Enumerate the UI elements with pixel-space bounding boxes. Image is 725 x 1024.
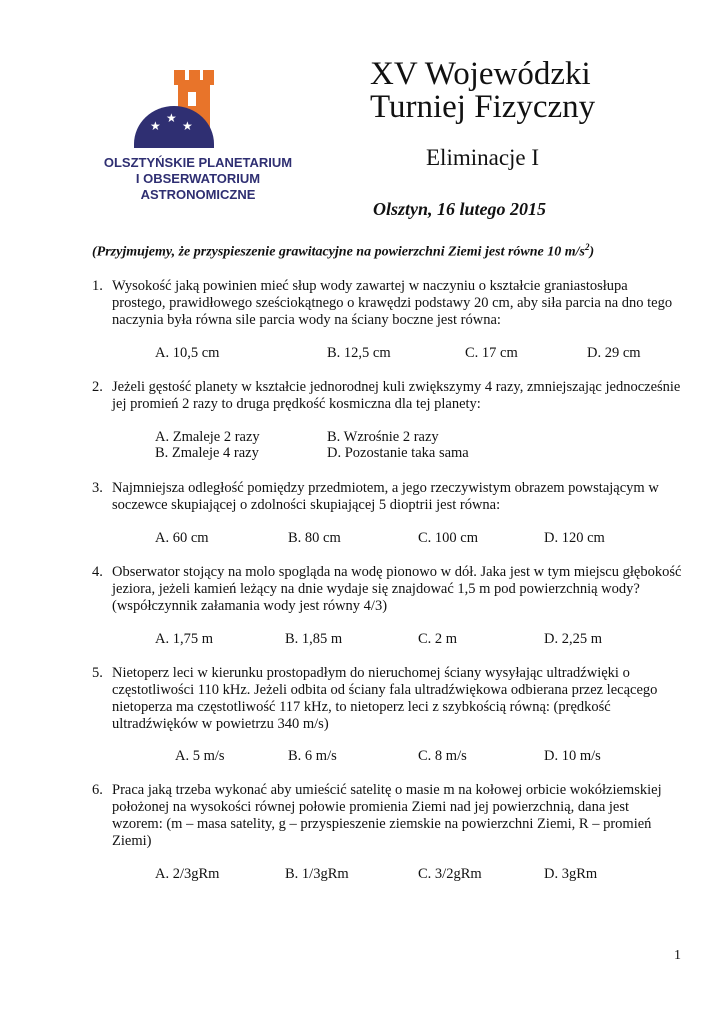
question-text: Jeżeli gęstość planety w kształcie jednorodnej kuli zwiększymy 4 razy, zmniejszając jednocześnie jej promień 2 razy to druga prędkość kosmiczna dla tej planety: <box>112 379 681 412</box>
page-title <box>370 58 595 124</box>
gravity-note <box>92 242 594 261</box>
answer-option: A. 2/3gRm <box>155 866 220 882</box>
answer-option: B. 80 cm <box>288 530 341 546</box>
answer-option: B. 6 m/s <box>288 748 337 764</box>
question-6 <box>92 782 682 850</box>
answer-option: C. 8 m/s <box>418 748 467 764</box>
answer-option: D. 10 m/s <box>544 748 601 764</box>
title-line-1: XV Wojewódzki <box>370 56 591 92</box>
answer-option: D. 3gRm <box>544 866 598 882</box>
answer-option: A. 5 m/s <box>175 748 225 764</box>
answer-option: B. 12,5 cm <box>327 345 391 361</box>
question-text: Najmniejsza odległość pomiędzy przedmiotem, a jego rzeczywistym obrazem powstającym w soczewce skupiającej o zdolności skupiającej 5 dioptrii jest równa: <box>112 480 659 513</box>
title-line-2: Turniej Fizyczny <box>370 89 596 125</box>
note-closing: ) <box>589 244 595 260</box>
question-number: 3. <box>92 480 103 496</box>
note-exponent: 2 <box>584 242 590 252</box>
answer-option: A. 60 cm <box>155 530 209 546</box>
answer-option: C. 3/2gRm <box>418 866 482 882</box>
question-number: 4. <box>92 564 103 580</box>
question-text: Obserwator stojący na molo spogląda na wodę pionowo w dół. Jaka jest w tym miejscu głębokość jeziora, jeżeli kamień leżący na dnie wydaje się znajdować 1,5 m pod powierzchnią wody? (współczynnik załamania wody jest równy 4/3) <box>112 564 682 614</box>
answer-option: D. Pozostanie taka sama <box>327 445 469 461</box>
question-3 <box>92 480 682 514</box>
answer-option: A. 10,5 cm <box>155 345 220 361</box>
answer-option: D. 29 cm <box>587 345 641 361</box>
question-number: 5. <box>92 665 103 681</box>
svg-text:★: ★ <box>166 111 177 125</box>
logo-caption <box>80 155 316 203</box>
answer-option: D. 120 cm <box>544 530 605 546</box>
question-number: 1. <box>92 278 103 294</box>
question-text: Nietoperz leci w kierunku prostopadłym do nieruchomej ściany wysyłając ultradźwięki o częstotliwości 110 kHz. Jeżeli odbita od ściany fala ultradźwiękowa odbierana przez lecącego nietoperza ma częstotliwość 117 kHz, to nietoperz leci z szybkością równą: (prędkość ultradźwięków w powietrzu 340 m/s) <box>112 665 658 732</box>
answer-option: C. 100 cm <box>418 530 479 546</box>
question-number: 2. <box>92 379 103 395</box>
answer-option: C. 2 m <box>418 631 458 647</box>
answer-option: B. Wzrośnie 2 razy <box>327 429 439 445</box>
logo-line-1: OLSZTYŃSKIE PLANETARIUM <box>103 155 293 170</box>
logo-line-2: I OBSERWATORIUM <box>135 171 261 186</box>
question-number: 6. <box>92 782 103 798</box>
answer-option: B. Zmaleje 4 razy <box>155 445 259 461</box>
page-subtitle: Eliminacje I <box>426 145 540 170</box>
page-number: 1 <box>674 948 681 963</box>
answer-option: C. 17 cm <box>465 345 518 361</box>
answer-option: B. 1,85 m <box>285 631 343 647</box>
question-4 <box>92 564 682 615</box>
svg-text:★: ★ <box>182 119 193 133</box>
question-2 <box>92 379 682 413</box>
date-line: Olsztyn, 16 lutego 2015 <box>373 199 547 219</box>
answer-option: A. Zmaleje 2 razy <box>155 429 260 445</box>
answer-option: A. 1,75 m <box>155 631 213 647</box>
answer-option: B. 1/3gRm <box>285 866 349 882</box>
question-5 <box>92 665 682 733</box>
answer-option: D. 2,25 m <box>544 631 602 647</box>
svg-text:★: ★ <box>150 119 161 133</box>
logo-line-3: ASTRONOMICZNE <box>140 187 256 202</box>
question-text: Wysokość jaką powinien mieć słup wody zawartej w naczyniu o kształcie graniastosłupa prostego, prawidłowego sześciokątnego o krawędzi podstawy 20 cm, aby siła parcia na dno tego naczynia była równa sile parcia wody na ściany boczne jest równa: <box>112 278 673 328</box>
question-text: Praca jaką trzeba wykonać aby umieścić satelitę o masie m na kołowej orbicie wokółziemskiej położonej na wysokości równej połowie promienia Ziemi nad jej powierzchnią, dana jest wzorem: (m – masa satelity, g – przyspieszenie ziemskie na powierzchni Ziemi, R – promień Ziemi) <box>112 782 662 849</box>
question-1 <box>92 278 682 329</box>
note-text: (Przyjmujemy, że przyspieszenie grawitacyjne na powierzchni Ziemi jest równe 10 m/s <box>92 244 585 260</box>
